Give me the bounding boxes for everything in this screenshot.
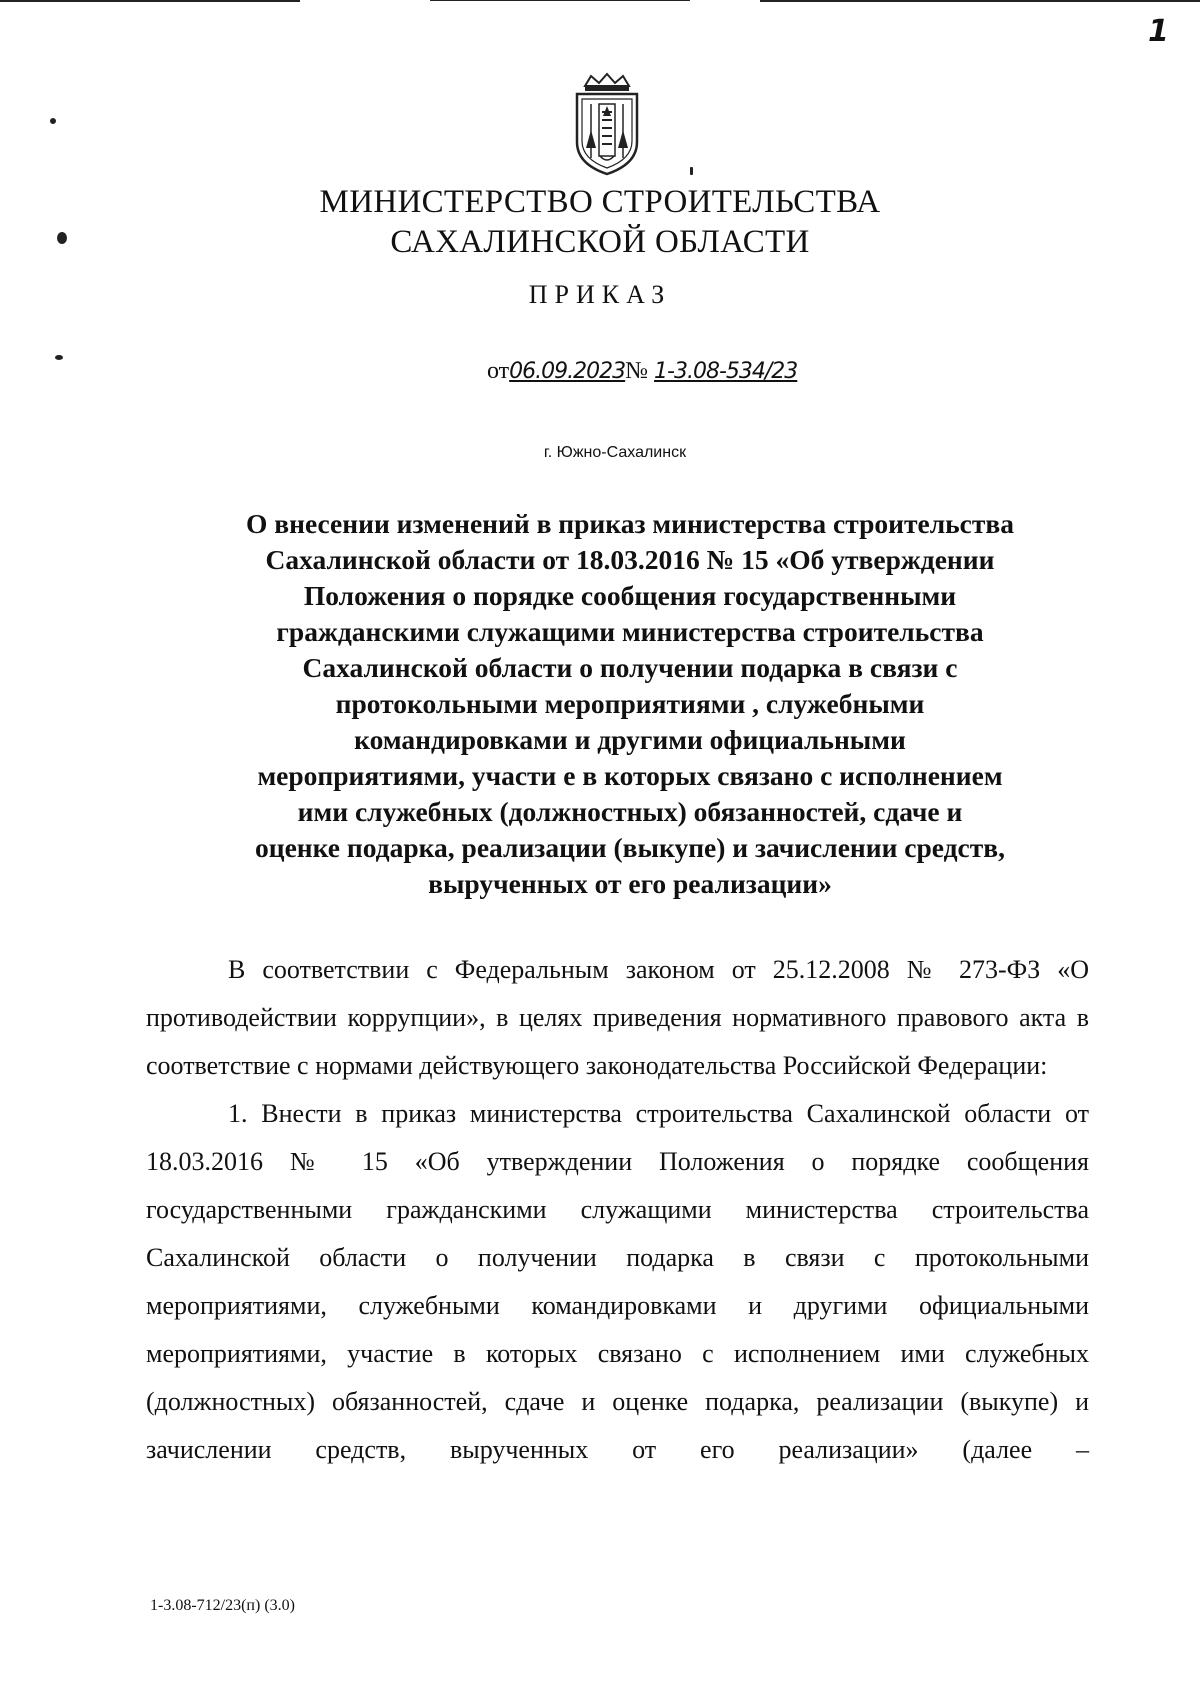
body-paragraph: 1. Внести в приказ министерства строительства Сахалинской области от 18.03.2016 № 15 «Об утверждении Положения о порядке сообщения государственными гражданскими служащими министерства строительства Сахалинской области о получении подарка в связи с протокольными мероприятиями, служебными командировками и другими официальными мероприятиями, участие в которых связано с исполнением ими служебных (должностных) обязанностей, сдаче и оценке подарка, реализации (выкупе) и зачислении средств, вырученных от его реализации» (далее –: [146, 1099, 1089, 1464]
heading-line: гражданскими служащими министерства строительства: [276, 616, 984, 647]
document-footer-code: 1-3.08-712/23(п) (3.0): [150, 1597, 295, 1614]
order-date-prefix: от: [487, 358, 510, 384]
heading-line: Положения о порядке сообщения государственными: [303, 580, 957, 611]
heading-line: ими служебных (должностных) обязанностей, сдаче и: [297, 796, 963, 827]
city-line: г. Южно-Сахалинск: [543, 444, 687, 461]
heading-line: командировками и другими официальными: [354, 724, 906, 755]
page-number: 1: [1148, 14, 1169, 49]
scan-speck: [690, 167, 693, 175]
heading-line: мероприятиями, участи е в которых связано с исполнением: [257, 760, 1003, 791]
scan-speck: [50, 118, 56, 124]
order-heading: [160, 506, 1100, 902]
order-number: 1-3.08-534/23: [654, 359, 798, 384]
scan-edge-line: [430, 0, 690, 1]
order-date: 06.09.2023: [509, 359, 626, 384]
sakhalin-coat-of-arms-icon: [571, 72, 643, 176]
ministry-name-text: МИНИСТЕРСТВО СТРОИТЕЛЬСТВА САХАЛИНСКОЙ ОБЛАСТИ: [319, 184, 881, 260]
body-paragraph: В соответствии с Федеральным законом от 25.12.2008 № 273-ФЗ «О противодействии коррупции», в целях приведения нормативного правового акта в соответствие с нормами действующего законодательства Российской Федерации:: [146, 955, 1089, 1080]
scan-edge-line: [0, 0, 300, 2]
heading-line: вырученных от его реализации»: [428, 868, 832, 899]
heading-line: протокольными мероприятиями , служебными: [335, 688, 925, 719]
document-body: [146, 946, 1089, 1474]
scan-edge-line: [760, 0, 1200, 2]
scan-speck: [57, 232, 67, 244]
ministry-name: [150, 182, 1050, 262]
scan-speck: [55, 355, 63, 360]
heading-line: Сахалинской области о получении подарка в связи с: [302, 652, 958, 683]
heading-line: Сахалинской области от 18.03.2016 № 15 «Об утверждении: [265, 544, 995, 575]
heading-line: О внесении изменений в приказ министерства строительства: [246, 508, 1014, 539]
order-date-number: [487, 358, 797, 385]
order-title: ПРИКАЗ: [528, 280, 672, 309]
heading-line: оценке подарка, реализации (выкупе) и зачислении средств,: [254, 832, 1006, 863]
order-number-sign: №: [625, 358, 649, 384]
